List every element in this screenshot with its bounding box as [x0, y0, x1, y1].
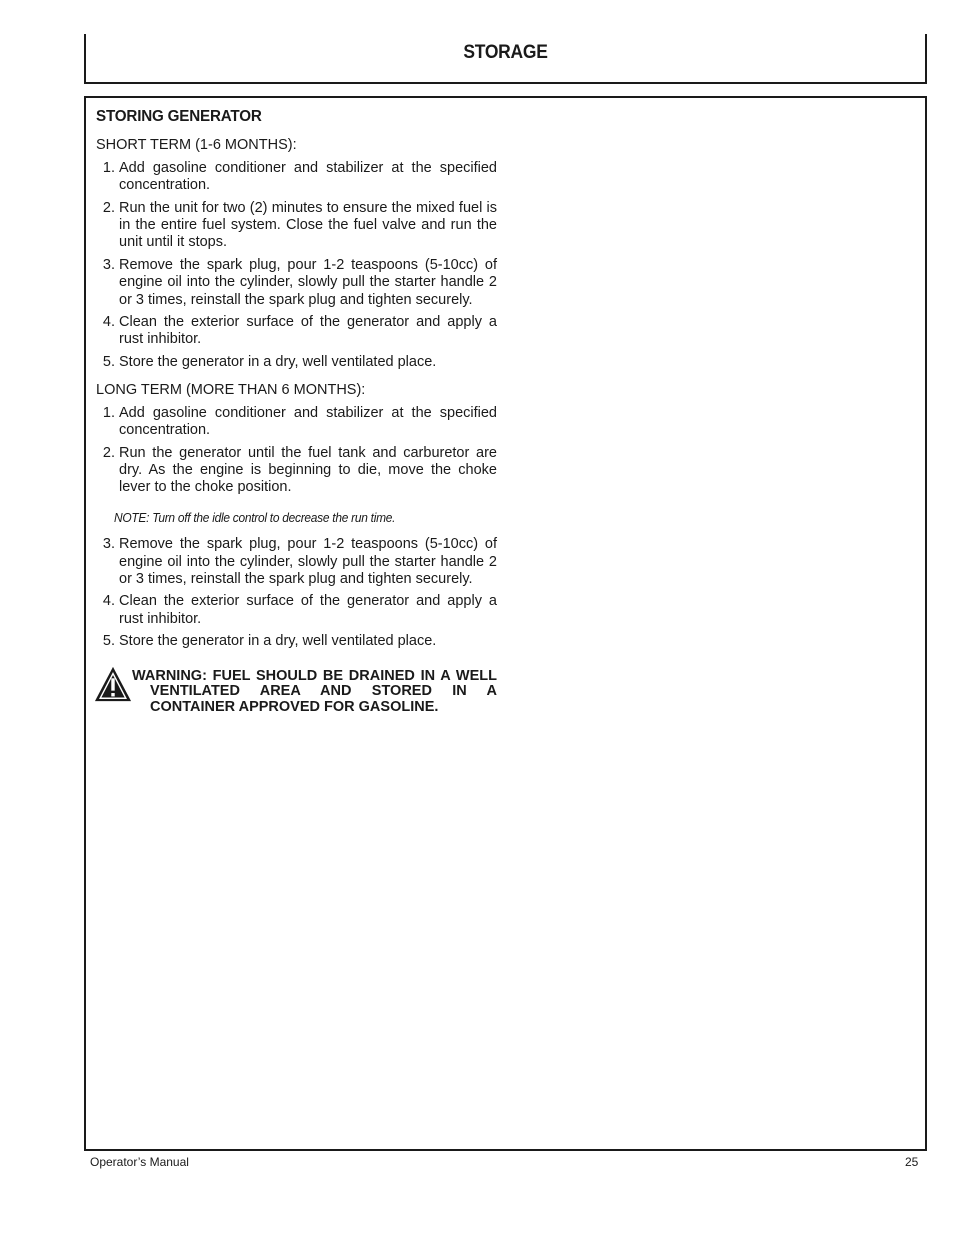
step-number: 1. — [102, 159, 115, 176]
short-term-steps — [96, 160, 497, 371]
step-text: Remove the spark plug, pour 1-2 teaspoons (5-10cc) of engine oil into the cylinder, slowly pull the starter handle 2 or 3 times, reinstall the spark plug and tighten securely. — [119, 536, 497, 587]
warning-text: WARNING: FUEL SHOULD BE DRAINED IN A WELL VENTILATED AREA AND STORED IN A CONTAINER APPROVED FOR GASOLINE. — [132, 667, 497, 716]
step-text: Add gasoline conditioner and stabilizer at the specified concentration. — [119, 404, 497, 439]
page-title: STORAGE — [463, 42, 548, 63]
list-item — [96, 257, 497, 309]
footer-manual-title: Operator’s Manual — [90, 1155, 189, 1169]
step-number: 2. — [102, 444, 115, 461]
step-number: 2. — [102, 199, 115, 216]
short-term-heading: SHORT TERM (1-6 MONTHS): — [96, 137, 297, 154]
warning-triangle-icon — [94, 665, 132, 703]
step-text: Run the generator until the fuel tank and carburetor are dry. As the engine is beginning to die, move the choke lever to the choke position. — [119, 444, 497, 496]
step-text: Store the generator in a dry, well ventilated place. — [119, 353, 437, 370]
list-item — [96, 314, 497, 349]
step-text: Add gasoline conditioner and stabilizer at the specified concentration. — [119, 159, 497, 194]
step-number: 3. — [102, 536, 115, 553]
step-number: 5. — [102, 353, 115, 370]
step-text: Store the generator in a dry, well ventilated place. — [119, 633, 437, 650]
list-item — [96, 405, 497, 440]
content-panel — [84, 96, 927, 1151]
step-text: Remove the spark plug, pour 1-2 teaspoons (5-10cc) of engine oil into the cylinder, slowly pull the starter handle 2 or 3 times, reinstall the spark plug and tighten securely. — [119, 256, 497, 308]
list-item — [96, 593, 497, 628]
warning-block — [96, 669, 497, 716]
step-number: 4. — [102, 314, 115, 331]
list-item — [96, 445, 497, 497]
list-item — [96, 200, 497, 252]
step-text: Clean the exterior surface of the generator and apply a rust inhibitor. — [119, 314, 497, 348]
list-item — [96, 633, 497, 650]
list-item — [96, 160, 497, 195]
step-number: 1. — [102, 404, 115, 421]
long-term-steps-continued — [96, 536, 497, 650]
step-text: Clean the exterior surface of the generator and apply a rust inhibitor. — [119, 593, 497, 627]
step-number: 4. — [102, 593, 115, 610]
list-item — [96, 536, 497, 588]
text-column — [96, 108, 497, 716]
step-number: 3. — [102, 256, 115, 273]
long-term-steps — [96, 405, 497, 497]
page-header — [84, 34, 927, 84]
section-title: STORING GENERATOR — [96, 108, 262, 125]
step-number: 5. — [102, 633, 115, 650]
long-term-heading: LONG TERM (MORE THAN 6 MONTHS): — [96, 382, 366, 399]
list-item — [96, 354, 497, 371]
step-text: Run the unit for two (2) minutes to ensure the mixed fuel is in the entire fuel system. Close the fuel valve and run the unit until it stops. — [119, 199, 497, 251]
page-number: 25 — [905, 1155, 919, 1169]
note-text: NOTE: Turn off the idle control to decrease the run time. — [114, 509, 396, 525]
